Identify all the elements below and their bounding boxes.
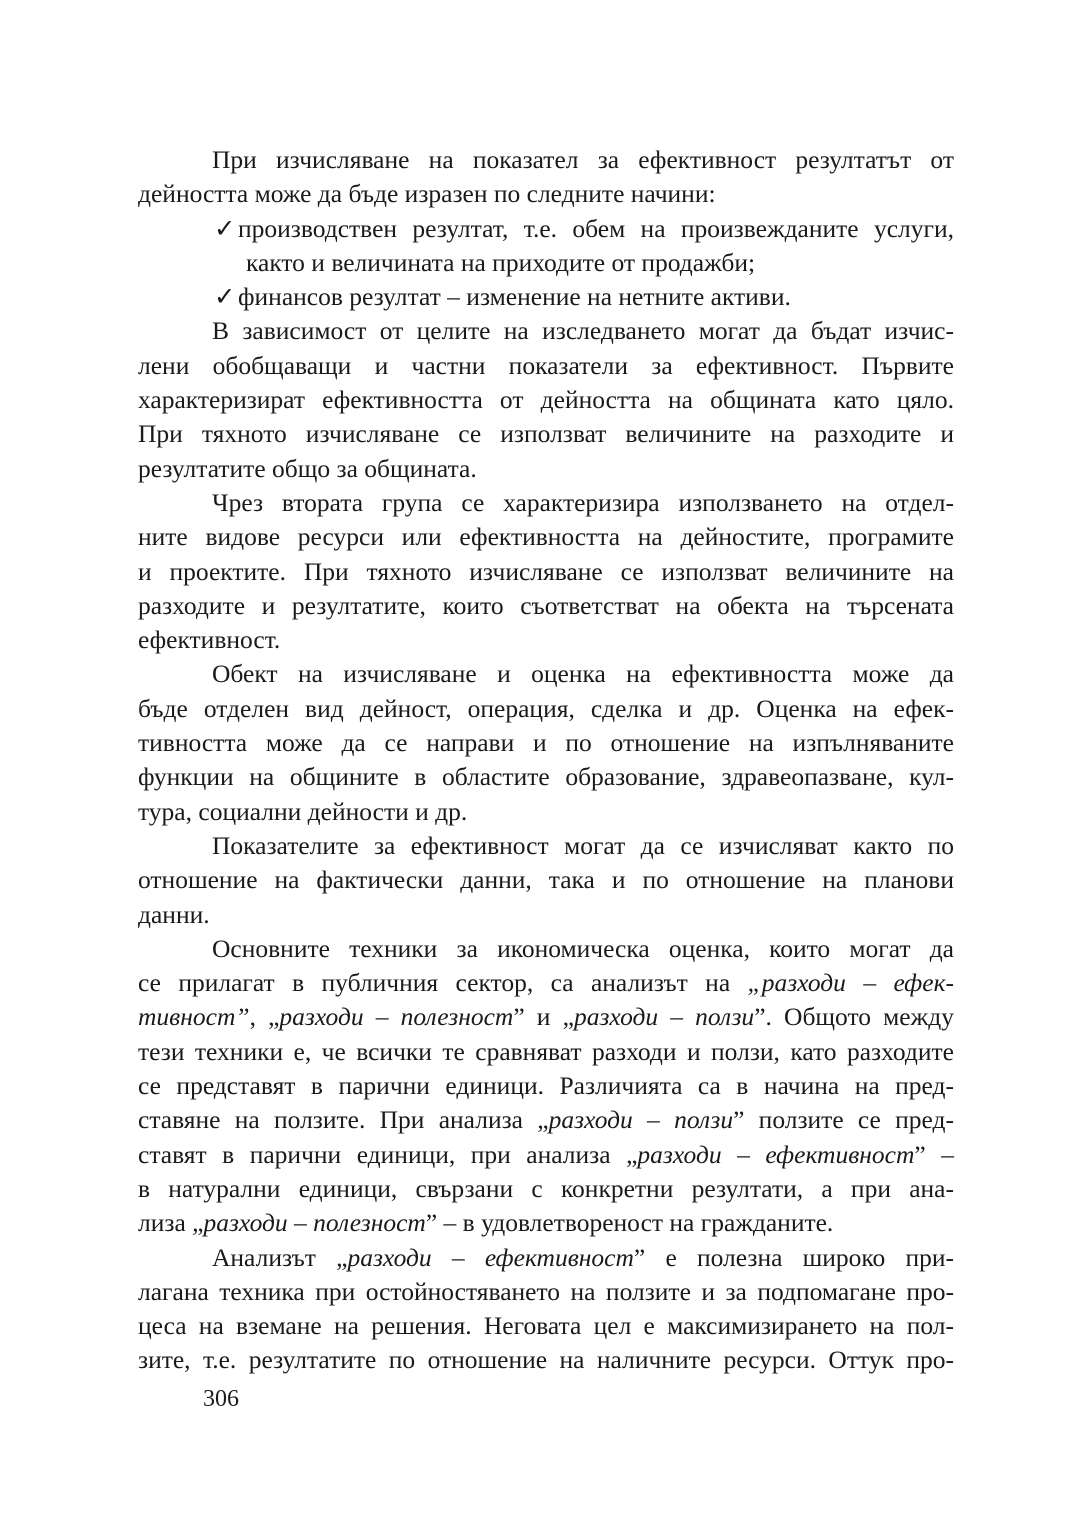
text-line: тивността може да се направи и по отношение на изпълняваните: [138, 728, 954, 758]
text-line: лагана техника при остойностяването на ползите и за подпомагане про-: [138, 1276, 954, 1306]
text-line: се прилагат в публичния сектор, са анализът на „разходи – ефек-: [138, 968, 954, 998]
text-line: функции на общините в областите образование, здравеопазване, кул-: [138, 762, 954, 792]
check-mark-icon: ✓: [214, 282, 236, 312]
text-line: ефективност.: [138, 625, 281, 655]
bullet-continuation: както и величината на приходите от продажби;: [246, 247, 756, 277]
text-line: разходите и резултатите, които съответстват на обекта на търсената: [138, 590, 954, 620]
bullet-item: ✓ производствен резултат, т.е. обем на произвежданите услуги,: [138, 212, 954, 246]
text-line: ставят в парични единици, при анализа „разходи – ефективност” –: [138, 1139, 954, 1169]
text-line: ните видове ресурси или ефективността на дейностите, програмите: [138, 522, 954, 552]
text-line: и проектите. При тяхното изчисляване се използват величините на: [138, 556, 954, 586]
text-line: в натурални единици, свързани с конкретни резултати, а при ана-: [138, 1173, 954, 1203]
text-line: лиза „разходи – полезност” – в удовлетвореност на гражданите.: [138, 1208, 834, 1238]
text-line: лени обобщаващи и частни показатели за ефективност. Първите: [138, 350, 954, 380]
text-line: При тяхното изчисляване се използват величините на разходите и: [138, 419, 954, 449]
text-line: Основните техники за икономическа оценка, които могат да: [212, 933, 954, 963]
text-line: тура, социални дейности и др.: [138, 796, 468, 826]
text-line: цеса на вземане на решения. Неговата цел е максимизирането на пол-: [138, 1311, 954, 1341]
text-line: характеризират ефективността от дейността на общината като цяло.: [138, 385, 954, 415]
text-line: данни.: [138, 899, 210, 929]
text-line: се представят в парични единици. Различията са в начина на пред-: [138, 1071, 954, 1101]
text-line: резултатите общо за общината.: [138, 453, 477, 483]
text-line: тези техники е, че всички те сравняват разходи и ползи, като разходите: [138, 1036, 954, 1066]
text-line: При изчисляване на показател за ефективност резултатът от: [212, 145, 954, 174]
text-line: отношение на фактически данни, така и по отношение на планови: [138, 865, 954, 895]
text-line: Обект на изчисляване и оценка на ефективността може да: [212, 659, 954, 689]
text-line: В зависимост от целите на изследването могат да бъдат изчис-: [212, 316, 954, 346]
text-line: Показателите за ефективност могат да се изчисляват както по: [212, 830, 954, 860]
text-line: тивност”, „разходи – полезност” и „разходи – ползи”. Общото между: [138, 1002, 954, 1032]
bullet-item: ✓ финансов резултат – изменение на нетните активи.: [138, 280, 954, 314]
text-line: ставяне на ползите. При анализа „разходи – ползи” ползите се пред-: [138, 1105, 954, 1135]
text-line: дейността може да бъде изразен по следните начини:: [138, 179, 716, 209]
page-number: 306: [203, 1386, 239, 1412]
check-mark-icon: ✓: [214, 213, 236, 243]
text-line: Чрез втората група се характеризира използването на отдел-: [212, 487, 954, 517]
text-line: зите, т.е. резултатите по отношение на наличните ресурси. Оттук про-: [138, 1345, 954, 1375]
page-body: [138, 143, 954, 1378]
text-line: бъде отделен вид дейност, операция, сделка и др. Оценка на ефек-: [138, 693, 954, 723]
text-line: Анализът „разходи – ефективност” е полезна широко при-: [212, 1242, 955, 1272]
